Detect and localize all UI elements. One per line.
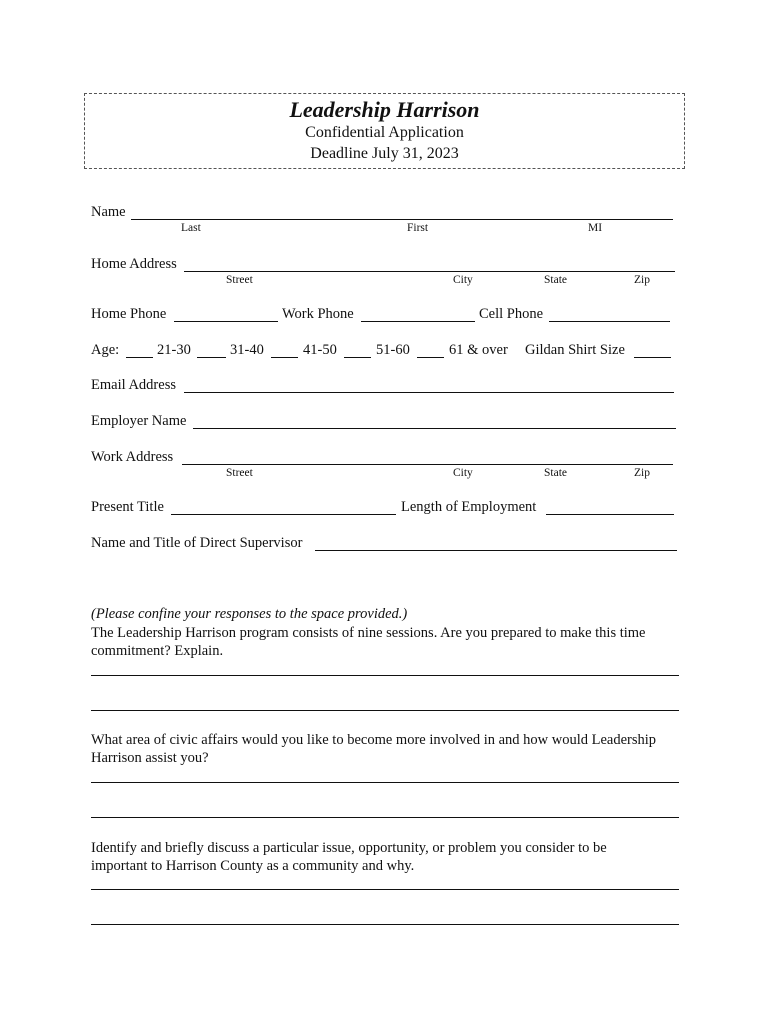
name-sub-mi: MI — [588, 222, 603, 234]
work-address-label: Work Address — [91, 449, 174, 465]
question-3-text: Identify and briefly discuss a particular issue, opportunity, or problem you consider to be important to Harrison County as a community and why. — [91, 840, 607, 874]
present-title-input-line[interactable] — [171, 514, 396, 515]
work-address-sub-zip: Zip — [634, 467, 650, 479]
question-3-answer-line-2[interactable] — [91, 924, 679, 925]
header-box — [84, 93, 685, 169]
age-31-40-blank[interactable] — [197, 357, 226, 358]
age-option-31-40: 31-40 — [230, 342, 264, 358]
home-phone-input-line[interactable] — [174, 321, 278, 322]
work-address-sub-city: City — [453, 467, 473, 479]
length-of-employment-input-line[interactable] — [546, 514, 674, 515]
length-of-employment-label: Length of Employment — [401, 499, 537, 515]
age-41-50-blank[interactable] — [271, 357, 298, 358]
present-title-label: Present Title — [91, 499, 164, 515]
age-option-51-60: 51-60 — [376, 342, 410, 358]
employer-label: Employer Name — [91, 413, 187, 429]
instructions-text: (Please confine your responses to the space provided.) — [91, 606, 408, 622]
home-address-sub-state: State — [544, 274, 567, 286]
shirt-size-label: Gildan Shirt Size — [525, 342, 625, 358]
home-address-sub-city: City — [453, 274, 473, 286]
name-sub-last: Last — [181, 222, 201, 234]
question-2-answer-line-1[interactable] — [91, 782, 679, 783]
question-2-text: What area of civic affairs would you like to become more involved in and how would Leadership Harrison assist you? — [91, 732, 657, 766]
age-option-21-30: 21-30 — [157, 342, 191, 358]
question-2-answer-line-2[interactable] — [91, 817, 679, 818]
supervisor-input-line[interactable] — [315, 550, 677, 551]
age-61-over-blank[interactable] — [417, 357, 444, 358]
home-address-sub-zip: Zip — [634, 274, 650, 286]
question-1-answer-line-1[interactable] — [91, 675, 679, 676]
age-21-30-blank[interactable] — [126, 357, 153, 358]
work-address-sub-state: State — [544, 467, 567, 479]
shirt-size-input-line[interactable] — [634, 357, 671, 358]
name-input-line[interactable] — [131, 219, 673, 220]
form-deadline: Deadline July 31, 2023 — [310, 145, 459, 162]
age-option-41-50: 41-50 — [303, 342, 337, 358]
age-label: Age: — [91, 342, 120, 358]
question-1-answer-line-2[interactable] — [91, 710, 679, 711]
name-label: Name — [91, 204, 126, 220]
employer-input-line[interactable] — [193, 428, 676, 429]
work-phone-input-line[interactable] — [361, 321, 475, 322]
work-address-sub-street: Street — [226, 467, 253, 479]
form-subtitle: Confidential Application — [305, 124, 464, 141]
work-address-input-line[interactable] — [182, 464, 673, 465]
home-phone-label: Home Phone — [91, 306, 167, 322]
email-label: Email Address — [91, 377, 176, 393]
home-address-sub-street: Street — [226, 274, 253, 286]
age-51-60-blank[interactable] — [344, 357, 371, 358]
form-title: Leadership Harrison — [289, 97, 480, 122]
question-1-text: The Leadership Harrison program consists of nine sessions. Are you prepared to make this time commitment? Explain. — [91, 625, 646, 659]
cell-phone-label: Cell Phone — [479, 306, 544, 322]
question-3-answer-line-1[interactable] — [91, 889, 679, 890]
email-input-line[interactable] — [184, 392, 674, 393]
age-option-61-over: 61 & over — [449, 342, 508, 358]
work-phone-label: Work Phone — [282, 306, 354, 322]
home-address-label: Home Address — [91, 256, 177, 272]
name-sub-first: First — [407, 222, 429, 234]
supervisor-label: Name and Title of Direct Supervisor — [91, 535, 303, 551]
home-address-input-line[interactable] — [184, 271, 675, 272]
cell-phone-input-line[interactable] — [549, 321, 670, 322]
